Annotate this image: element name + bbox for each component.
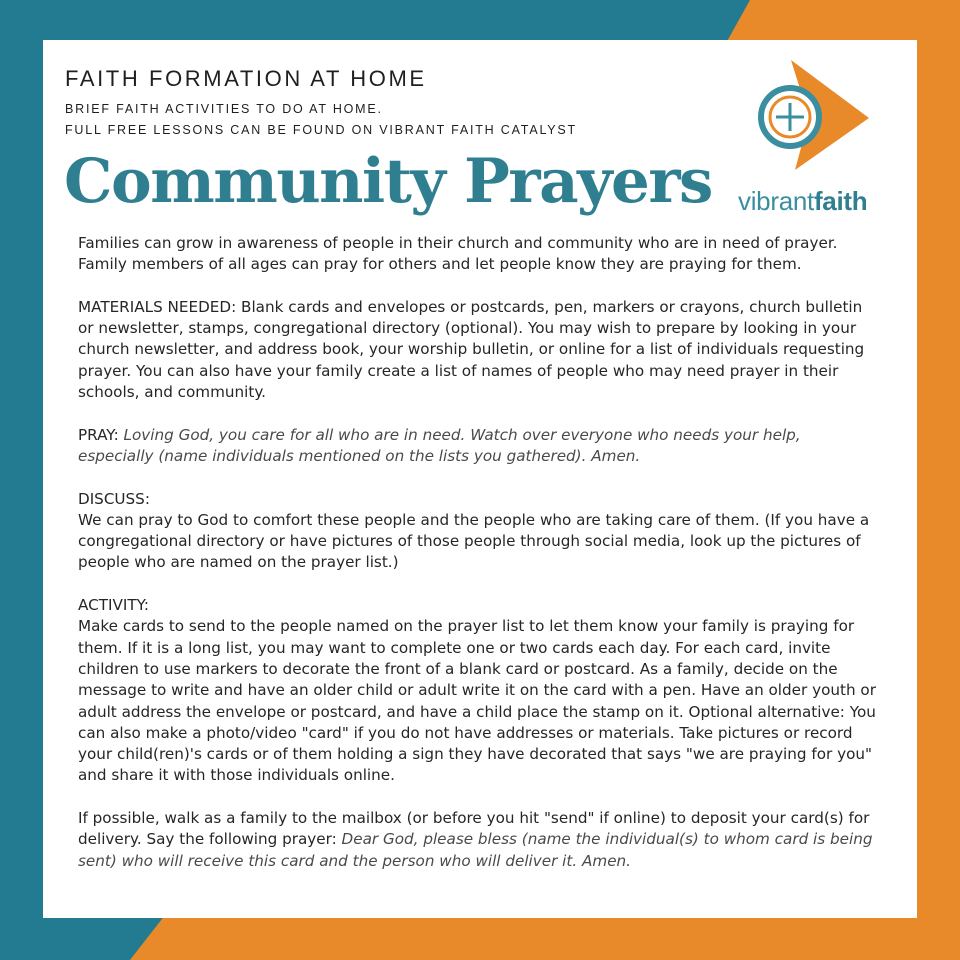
pray-label: PRAY: — [78, 425, 119, 444]
closing-prayer: Dear God, please bless (name the individual(s) to whom card is being sent) who will receive this card and the person who will deliver it. Amen. — [78, 830, 873, 870]
logo-wordmark: vibrantfaith — [738, 186, 868, 216]
page-title: Community Prayers — [64, 146, 712, 217]
closing-text: If possible, walk as a family to the mailbox (or before you hit "send" if online) to deposit your card(s) for delivery. Say the following prayer: — [78, 809, 870, 849]
pray-text: Loving God, you care for all who are in need. Watch over everyone who needs your help, especially (name individuals mentioned on the lists you gathered). Amen. — [78, 425, 801, 465]
activity-label: ACTIVITY: — [78, 596, 150, 615]
discuss-paragraph — [78, 489, 878, 574]
series-heading: FAITH FORMATION AT HOME — [65, 66, 427, 91]
subheading-line-1: BRIEF FAITH ACTIVITIES TO DO AT HOME. — [65, 102, 383, 116]
vibrant-faith-logo-icon — [757, 60, 871, 170]
activity-text: Make cards to send to the people named on the prayer list to let them know your family is praying for them. If it is a long list, you may want to complete one or two cards each day. For each card, invite children to use markers to decorate the front of a blank card or postcard. As a family, decide on the message to write and have an older child or adult write it on the card with a pen. Have an older youth or adult address the envelope or postcard, and have a child place the stamp on it. Optional alternative: You can also make a photo/video "card" if you do not have addresses or materials. Take pictures or record your child(ren)'s cards or of them holding a sign they have decorated that says "we are praying for you" and share it with those individuals online. — [78, 617, 876, 785]
intro-paragraph: Families can grow in awareness of people in their church and community who are in need of prayer. Family members of all ages can pray for others and let people know they are praying for them. — [78, 234, 838, 274]
materials-paragraph: MATERIALS NEEDED: Blank cards and envelopes or postcards, pen, markers or crayons, church bulletin or newsletter, stamps, congregational directory (optional). You may wish to prepare by looking in your church newsletter, and address book, your worship bulletin, or online for a list of individuals requesting prayer. You can also have your family create a list of names of people who may need prayer in their schools, and community. — [78, 297, 865, 402]
closing-paragraph — [78, 808, 878, 872]
subheading-line-2: FULL FREE LESSONS CAN BE FOUND ON VIBRANT FAITH CATALYST — [65, 123, 577, 137]
discuss-label: DISCUSS: — [78, 489, 150, 508]
discuss-text: We can pray to God to comfort these people and the people who are taking care of them. (If you have a congregational directory or have pictures of those people through social media, look up the pictures of people who are named on the prayer list.) — [78, 510, 870, 572]
pray-paragraph — [78, 425, 878, 468]
activity-paragraph — [78, 595, 878, 787]
lesson-body — [78, 233, 878, 893]
